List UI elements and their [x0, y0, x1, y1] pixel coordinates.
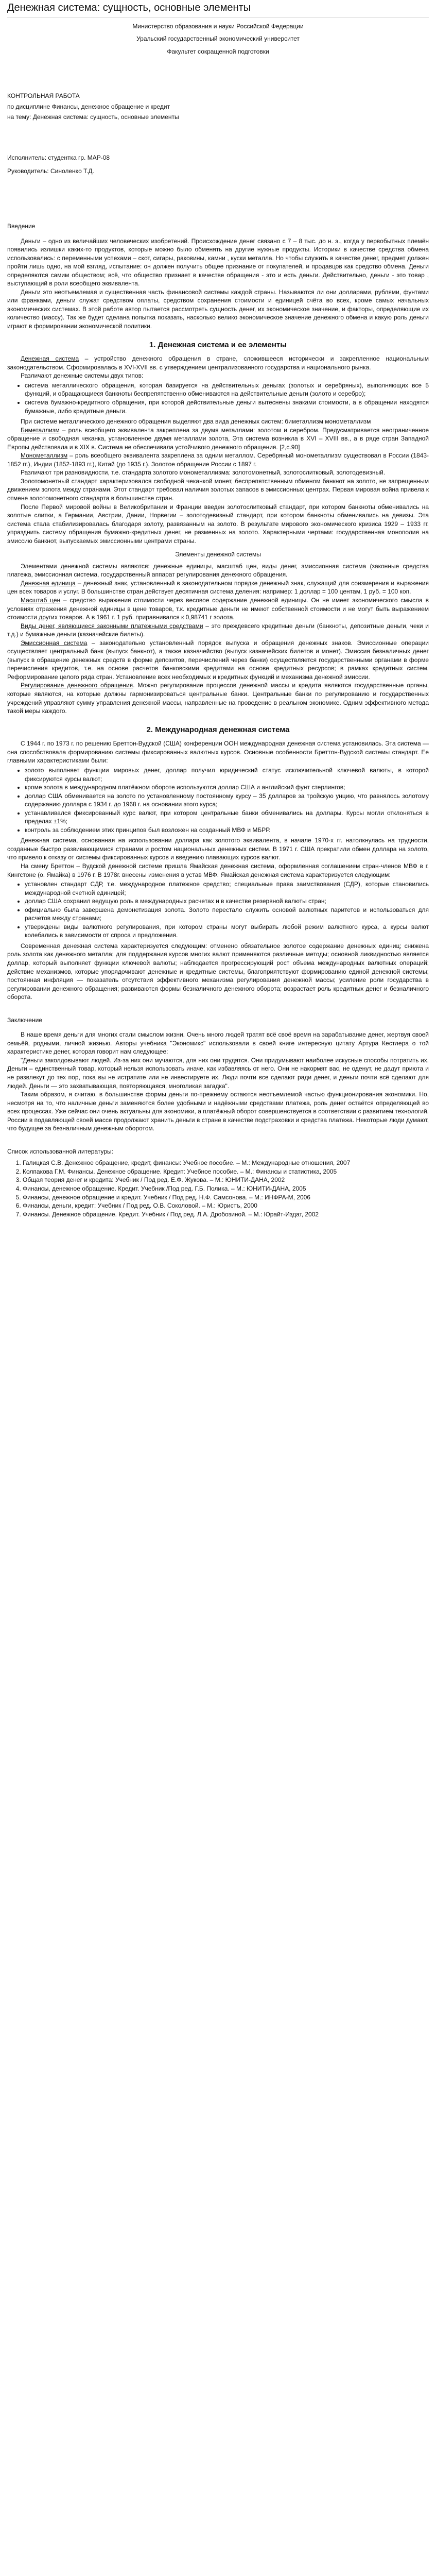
term: Масштаб цен: [21, 596, 61, 604]
system-types-list: [7, 381, 429, 415]
section-1-paragraph: Золотомонетный стандарт характеризовался свободной чеканкой монет, беспрепятственным обменом банкнот на золото, не запрещенным движением золота между странами. Этот стандарт требовал наличия золотых запасов в эмиссионных центрах. Первая мировая война привела к отмене золотомонетного стандарта в большинстве стран.: [7, 477, 429, 502]
section-2-paragraph: С 1944 г. по 1973 г. по решению Бреттон-Вудской (США) конференции ООН международная денежная система установилась. Эта система — она способствовала формированию системы фиксированных валютных курсов. Основные особенности Бреттон-Вудской системы стандарт. Ее главными характеристиками были:: [7, 740, 429, 765]
conclusion-paragraph: В наше время деньги для многих стали смыслом жизни. Очень много людей тратят всё своё время на зарабатывание денег, жертвуя своей семьёй, родными, личной жизнью. Авторы учебника "Экономикс" использовали в своей книге интересную цитату Артура Кестлера о той характеристике денег, которая говорит нам следующее:: [7, 1031, 429, 1056]
section-1-paragraph: Масштаб цен – средство выражения стоимости через весовое содержание денежной единицы. Он не имеет экономического смысла в условиях отражения денежной единицы в цене товаров, т.к. кредитные деньги не имеют собственной стоимости и не могут быть выражением стоимости других товаров. А в 1961 г. 1 руб. приравнивался к 0,98741 г золота.: [7, 596, 429, 621]
list-item: • установлен стандарт СДР, т.е. международное платежное средство; специальные права заимствования (СДР), которые становились международной счетной единицей;: [25, 880, 429, 897]
list-item: • система металлического обращения, которая базируется на действительных деньгах (золотых и серебряных), выполняющих все 5 функций, и обращающиеся банкноты беспрепятственно обмениваются на действительные деньги (золото и серебро);: [25, 381, 429, 398]
jamaica-list: [7, 880, 429, 940]
intro-heading: Введение: [7, 222, 36, 230]
ministry-line: Министерство образования и науки Российской Федерации: [132, 22, 304, 30]
page-title: Денежная система: сущность, основные элементы: [7, 0, 429, 18]
references-list: [7, 1159, 429, 1218]
list-item: • доллар США сохранил ведущую роль в международных расчетах и в качестве резервной валюты стран;: [25, 897, 429, 906]
reference-item: 3. Общая теория денег и кредита: Учебник / Под ред. Е.Ф. Жукова. – М.: ЮНИТИ-ДАНА, 2002: [23, 1176, 429, 1184]
conclusion-paragraph: Таким образом, я считаю, в большинстве формы деньги по-прежнему остаются неотъемлемой частью функционирования экономики. Но, несмотря на то, что наличные деньги заменяются более удобными и надёжными средствами платежа, роль денег остаётся определяющей во всех процессах. Уже сейчас они очень актуальны для экономики, а платёжный оборот совершенствуется в соответствии с развитием технологий. России в подавляющей своей массе продолжают хранить деньги в стране в качестве подстраховки и средства платежа. Некоторые люди думают, что будущее за безналичным денежным оборотом.: [7, 1091, 429, 1132]
section-1-paragraph: После Первой мировой войны в Великобритании и Франции введен золотослитковый стандарт, при котором банкноты обменивались на золотые слитки, а Германии, Австрии, Дании, Норвегии – золотодевизный стандарт, при котором банкноты обменивались на девизы. Эта система стала стабилизировалась благодаря золоту, развязанным на золото. В результате мирового экономического кризиса 1929 – 1933 гг. упразднить систему обращения бумажно-кредитных денег, не разменных на золото. Характерными чертами: государственная монополия на эмиссию банкнот, выпускаемых эмиссионными центрами страны.: [7, 503, 429, 545]
section-1-paragraph: Денежная система – устройство денежного обращения в стране, сложившееся исторически и закрепленное национальным законодательством. Сформировалась в XVI-XVII вв. с утверждением централизованного государства и национального рынка.: [7, 355, 429, 371]
reference-item: 5. Финансы, денежное обращение и кредит. Учебник / Под ред. Н.Ф. Самсонова. – М.: ИНФРА-М, 2006: [23, 1193, 429, 1202]
reference-item: 2. Колпакова Г.М. Финансы. Денежное обращение. Кредит: Учебное пособие. – М.: Финансы и статистика, 2005: [23, 1167, 429, 1176]
term: Эмиссионная система: [21, 639, 88, 647]
discipline-line: по дисциплине Финансы, денежное обращение и кредит: [7, 103, 170, 110]
references-heading: Список использованной литературы:: [7, 1147, 113, 1155]
elements-subheading: Элементы денежной системы: [175, 551, 261, 558]
topic-line: на тему: Денежная система: сущность, основные элементы: [7, 113, 179, 121]
title-page-header: [7, 22, 429, 56]
list-item: • кроме золота в международном платёжном обороте используются доллар США и английский фунт стерлингов;: [25, 783, 429, 792]
reference-item: 6. Финансы, деньги, кредит: Учебник / Под ред. О.В. Соколовой. – М.: Юристъ, 2000: [23, 1201, 429, 1210]
section-1-paragraph: Денежная единица – денежный знак, установленный в законодательном порядке денежный знак, служащий для соизмерения и выражения цен всех товаров и услуг. В большинстве стран действует десятичная система деления: например: 1 доллар = 100 центам, 1 руб. = 100 коп.: [7, 579, 429, 596]
work-type: КОНТРОЛЬНАЯ РАБОТА: [7, 92, 80, 100]
intro-paragraph: Деньги это неотъемлемая и существенная часть финансовой системы каждой страны. Называются ли они долларами, рублями, фунтами или франками, деньги служат средством оплаты, средством сохранения стоимости и единицей счёта во всех, кроме самых начальных экономических системах. В этой работе автор пытается рассмотреть сущность денег, их экономическое значение, и факторы, определяющие их количество (массу). Так же будет сделана попытка показать, насколько велико экономическое значение денежного обмена и какую роль деньги играют в формировании экономической политики.: [7, 288, 429, 330]
reference-item: 1. Галицкая С.В. Денежное обращение, кредит, финансы: Учебное пособие. – М.: Международные отношения, 2007: [23, 1159, 429, 1167]
list-item: • золото выполняет функции мировых денег, доллар получил юридический статус исключительной ключевой валюты, в которой фиксируются курсы валют;: [25, 766, 429, 783]
section-2-paragraph: На смену Бреттон – Вудской денежной системе пришла Ямайская денежная система, оформленная соглашением стран-членов МВФ в г. Кингстоне (о. Ямайка) в 1976 г. В 1978г. внесены изменения в устав МВФ. Ямайская денежная система характеризуется следующим:: [7, 862, 429, 878]
list-item: • официально была завершена демонетизация золота. Золото перестало служить основой валютных паритетов и использоваться для расчетов между странами;: [25, 906, 429, 923]
reference-item: 4. Финансы, денежное обращение. Кредит. Учебник /Под ред. Г.Б. Полика. – М.: ЮНИТИ-ДАНА, 2005: [23, 1184, 429, 1193]
section-1-heading: 1. Денежная система и ее элементы: [149, 340, 287, 349]
supervisor-line: Руководитель: Синоленко Т.Д.: [7, 167, 94, 175]
term: Денежная единица: [21, 579, 76, 587]
section-1-paragraph: Различают три разновидности, т.е. стандарта золотого монометаллизма: золотомонетный, золотослитковый, золотодевизный.: [21, 469, 386, 477]
document: [0, 0, 436, 1218]
reference-item: 7. Финансы. Денежное обращение. Кредит. Учебник / Под ред. Л.А. Дробозиной. – М.: Юрайт-Издат, 2002: [23, 1210, 429, 1219]
section-1-paragraph: Монометаллизм – роль всеобщего эквивалента закреплена за одним металлом. Серебряный монометаллизм существовал в России (1843-1852 гг.), Индии (1852-1893 гг.), Китай (до 1935 г.). Золотое обращение России с 1897 г.: [7, 452, 429, 468]
term: Виды денег, являющиеся законными платежными средствами: [21, 622, 203, 630]
list-item: • утверждены виды валютного регулирования, при котором страны могут выбирать любой режим валютного курса, а курсы валют колебались в зависимости от спроса и предложения.: [25, 923, 429, 940]
section-2-paragraph: Денежная система, основанная на использовании доллара как золотого эквивалента, в начале 1970-х гг. натолкнулась на трудности, созданные быстро развивающимися странами и ростом национальных денежных систем. В 1971 г. США прекратили обмен доллара на золото, что привело к отказу от системы фиксированных курсов и введению плавающих курсов валют.: [7, 837, 429, 861]
university-line: Уральский государственный экономический университет: [136, 35, 300, 43]
term: Денежная система: [21, 355, 79, 363]
section-1-paragraph: Регулирование денежного обращения. Можно регулирование процессов денежной массы и кредита являются государственные органы, которые являются, на которые должны гармонизироваться центральные банки. Центральные банки по регулированию и государственных учреждений управляют сумму управления денежной массы, направленные на проведение в реальном экономике. Одним эффективного метода такой меры каждого.: [7, 682, 429, 715]
list-item: • устанавливался фиксированный курс валют, при котором центральные банки обменивались на доллары. Курсы могли отклоняться в пределах ±1%;: [25, 809, 429, 826]
list-item: • контроль за соблюдением этих принципов был возложен на созданный МВФ и МБРР.: [25, 826, 429, 835]
term: Биметаллизм: [21, 426, 60, 434]
performer-line: Исполнитель: студентка гр. МАР-08: [7, 154, 110, 161]
conclusion-paragraph: "Деньги заколдовывают людей. Из-за них они мучаются, для них они трудятся. Они придумывают наиболее искусные способы потратить их. Деньги – единственный товар, который нельзя использовать иначе, как избавляясь от него. Они не накормят вас, не оденут, не дадут приюта и не развлекут до тех пор, пока вы не истратите или не инвестируете их. Люди почти все сделают ради денег, и деньги почти всё сделают для людей. Деньги — это захватывающая, повторяющаяся, многоликая загадка".: [7, 1056, 429, 1090]
section-1-paragraph: Различают денежные системы двух типов:: [21, 372, 144, 380]
bretton-woods-list: [7, 766, 429, 834]
intro-paragraph: Деньги – одно из величайших человеческих изобретений. Происхождение денег связано с 7 – 8 тыс. до н. э., когда у первобытных племён появились излишки каких-то продуктов, которые можно было обменять на другие нужные продукты. Историки в качестве средства обмена использовались: с переменными успехами – скот, сигары, раковины, камни , куски металла. Но чтобы служить в качестве денег, предмет должен пройти лишь одно, на мой взгляд, испытание: он должен получить общее признание от покупателей, и продавцов как средство обмена. Деньги определяются самим обществом; всё, что общество признает в качестве обращения - это и есть деньги. Действительно, деньги - это товар , выступающий в роли всеобщего эквивалента.: [7, 237, 429, 287]
term: Монометаллизм: [21, 452, 68, 460]
list-item: • система бумажно-кредитного обращения, при которой действительные деньги вытеснены знаками стоимости, а в обращении находятся бумажные, либо кредитные деньги.: [25, 398, 429, 415]
section-1-paragraph: При системе металлического денежного обращения выделяют два вида денежных систем: биметаллизм монометаллизм: [21, 418, 371, 426]
term: Регулирование денежного обращения: [21, 682, 133, 689]
section-2-heading: 2. Международная денежная система: [146, 725, 290, 734]
section-2-paragraph: Современная денежная система характеризуется следующим: отменено обязательное золотое содержание денежных единиц; снижена роль золота как денежного металла; для поддержания курсов многих валют применяются различные методы; основной ликвидностью является доллар, который выполняет функции ключевой валюты; наблюдается прогрессирующий рост объема международных валютных операций; действие механизмов, которые упорядочивают денежные и кредитные системы, благоприятствуют формированию единой денежной системы; постоянная инфляция — показатель отсутствия эффективного механизма регулирования денежной массы; усиление роли государства в регулировании денежного обращения; развиваются формы безналичного денежного оборота; возрастает роль кредитных денег и безналичного оборота.: [7, 942, 429, 1001]
list-item: • доллар США обменивается на золото по установленному постоянному курсу – 35 долларов за тройскую унцию, что равнялось золотому содержанию доллара с 1934 г. до 1968 г. на основании этого курса;: [25, 792, 429, 809]
faculty-line: Факультет сокращенной подготовки: [167, 47, 269, 55]
conclusion-heading: Заключение: [7, 1016, 42, 1024]
section-1-paragraph: Эмиссионная система – законодательно установленный порядок выпуска и обращения денежных знаков. Эмиссионные операции осуществляет центральный банк (выпуск банкнот), а также казначейство (выпуск казначейских билетов и монет). Эмиссия безналичных денег (выпуск в обращение денежных средств в форме депозитов, перечислений через банки) осуществляется государственными органами в форме перечисления кредитов, т.е. на основе расчетов банковскими кредитами на основе кредитных ресурсов; в рамках кредитных систем. Реформирование целого ряда стран. Установление всех необходимых и кредитных функций и механизма денежной эмиссии.: [7, 639, 429, 681]
section-1-paragraph: Виды денег, являющиеся законными платежными средствами – это преждевсего кредитные деньги (банкноты, депозитные деньги, чеки и т.д.) и бумажные деньги (казначейские билеты).: [7, 622, 429, 638]
section-1-paragraph: Элементами денежной системы являются: денежные единицы, масштаб цен, виды денег, эмиссионная система (законные средства платежа, эмиссионная система, государственный аппарат регулирования денежного обращения.: [7, 562, 429, 579]
section-1-paragraph: Биметаллизм – роль всеобщего эквивалента закреплена за двумя металлами: золотом и серебром. Предусматривается неограниченное обращение и свободная чеканка, установленное двумя металлами золота, Эта система возникла в XVI – XVIII вв., а в ряде стран Западной Европы действовала и в XIX в. Система не обеспечивала устойчивого денежного обращения. [2,с.90]: [7, 426, 429, 451]
